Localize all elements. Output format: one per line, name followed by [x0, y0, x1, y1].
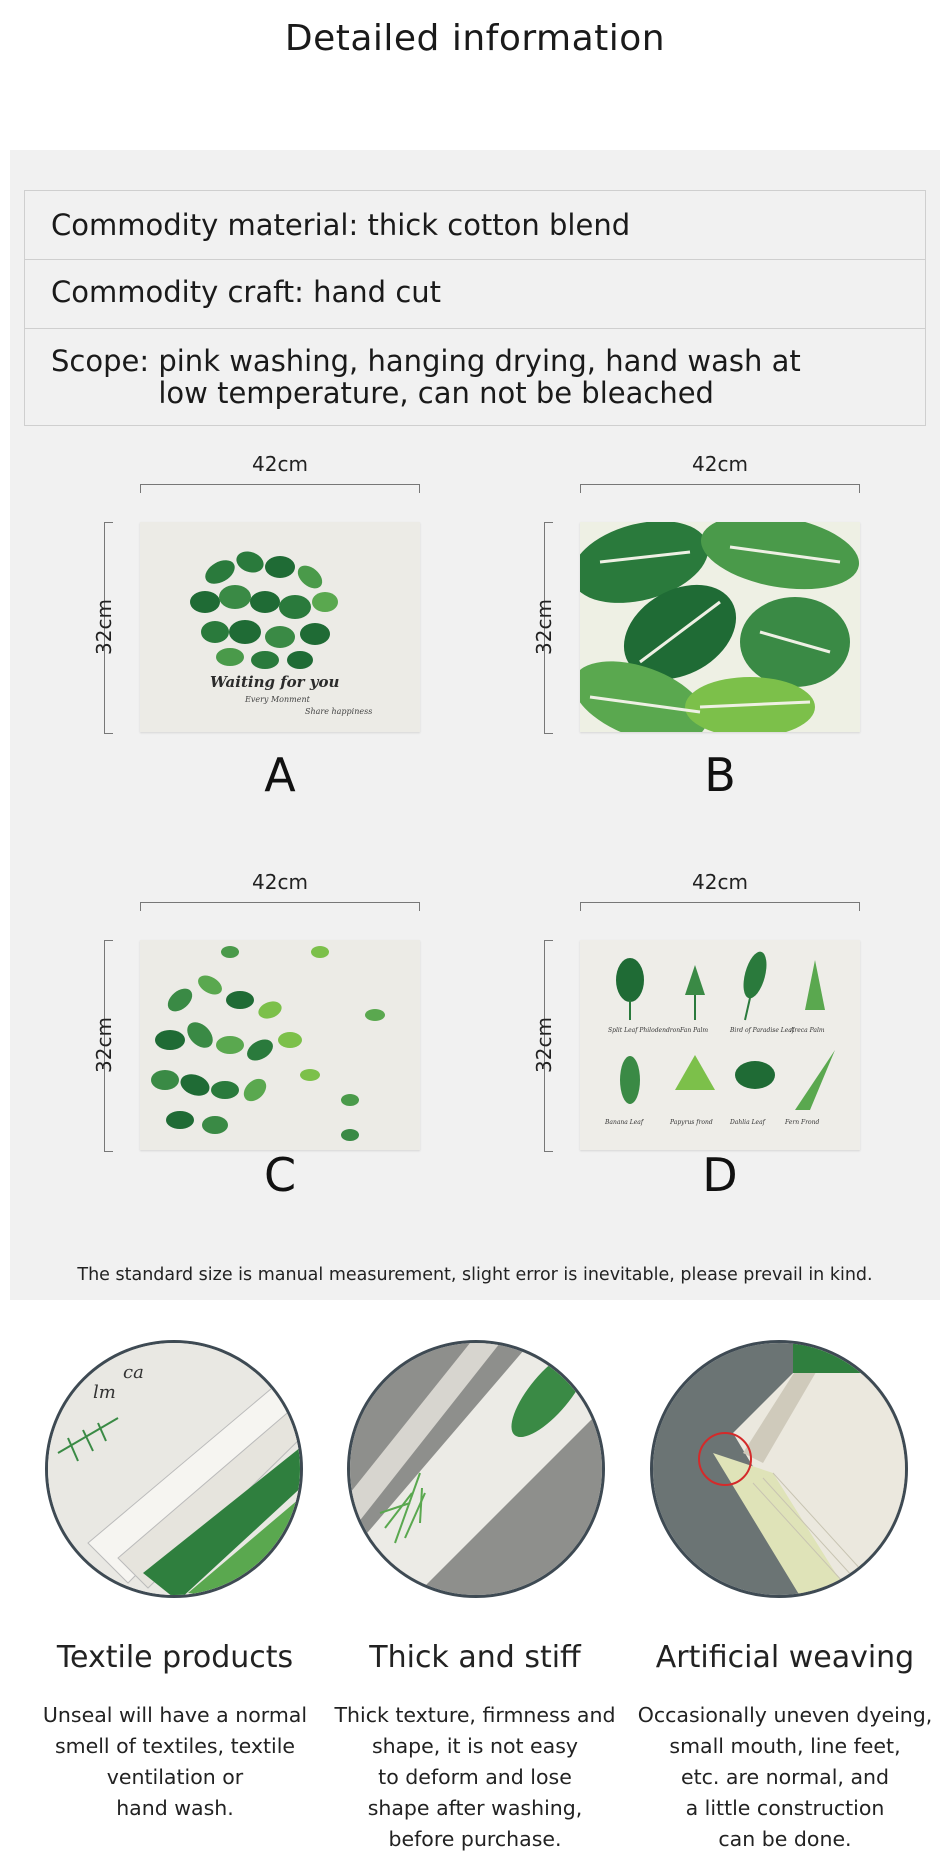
spec-row-material	[25, 191, 925, 260]
feature-text: Thick texture, firmness and shape, it is not easy to deform and lose shape after washing, before purchase.	[334, 1703, 616, 1851]
feature-title: Artificial weaving	[655, 1640, 915, 1675]
spec-value: pink washing, hanging drying, hand wash at low temperature, can not be bleached	[158, 344, 801, 410]
feature-image-weaving	[650, 1340, 908, 1598]
height-label: 32cm	[92, 1017, 116, 1073]
spec-row-scope	[25, 329, 925, 425]
height-label: 32cm	[92, 599, 116, 655]
height-label: 32cm	[532, 1017, 556, 1073]
spec-value: thick cotton blend	[367, 208, 631, 242]
leaf-label: Papyrus frond	[670, 1119, 713, 1126]
svg-text:ca: ca	[123, 1362, 144, 1383]
placemat-b-image	[580, 522, 860, 732]
variant-letter: B	[704, 748, 736, 802]
width-label: 42cm	[252, 452, 308, 476]
feature-text: Occasionally uneven dyeing, small mouth, line feet, etc. are normal, and a little construction can be done.	[637, 1703, 933, 1851]
leaf-label: Split Leaf Philodendron	[608, 1027, 681, 1034]
product-item-b	[532, 452, 950, 802]
placemat-d-image	[580, 940, 860, 1150]
spec-table	[24, 190, 926, 426]
spec-label: Scope:	[51, 344, 150, 378]
placemat-sub-text: Share happiness	[305, 707, 373, 716]
placemat-a-image	[140, 522, 420, 732]
spec-label: Commodity material:	[51, 208, 359, 242]
variant-letter: A	[264, 748, 296, 802]
leaf-label: Dahlia Leaf	[730, 1119, 765, 1126]
width-dimension-line	[140, 484, 420, 493]
placemat-sub-text: Every Monment	[245, 695, 310, 704]
width-label: 42cm	[692, 452, 748, 476]
variant-letter: D	[702, 1148, 738, 1202]
feature-title: Thick and stiff	[369, 1640, 581, 1675]
width-label: 42cm	[252, 870, 308, 894]
spec-row-craft	[25, 260, 925, 329]
width-label: 42cm	[692, 870, 748, 894]
leaf-label: Bird of Paradise Leaf	[730, 1027, 795, 1034]
product-item-d	[532, 870, 950, 1210]
feature-text: Unseal will have a normal smell of textiles, textile ventilation or hand wash.	[42, 1703, 308, 1820]
placemat-script-text: Waiting for you	[210, 673, 340, 691]
svg-text:lm: lm	[93, 1382, 116, 1403]
feature-title: Textile products	[56, 1640, 294, 1675]
leaf-label: Fan Palm	[680, 1027, 709, 1034]
leaf-label: Fern Frond	[785, 1119, 820, 1126]
leaf-label: Areca Palm	[790, 1027, 825, 1034]
width-dimension-line	[140, 902, 420, 911]
feature-image-thick	[347, 1340, 605, 1598]
feature-image-textile	[45, 1340, 303, 1598]
variant-letter: C	[263, 1148, 297, 1202]
product-item-a	[92, 452, 524, 802]
width-dimension-line	[580, 902, 860, 911]
product-item-c	[92, 870, 524, 1210]
placemat-c-image	[140, 940, 420, 1150]
leaf-label: Banana Leaf	[605, 1119, 644, 1126]
spec-value: hand cut	[313, 275, 442, 309]
page-title: Detailed information	[284, 18, 666, 59]
spec-label: Commodity craft:	[51, 275, 304, 309]
width-dimension-line	[580, 484, 860, 493]
height-label: 32cm	[532, 599, 556, 655]
size-disclaimer: The standard size is manual measurement, slight error is inevitable, please prevail in kind.	[77, 1265, 873, 1285]
